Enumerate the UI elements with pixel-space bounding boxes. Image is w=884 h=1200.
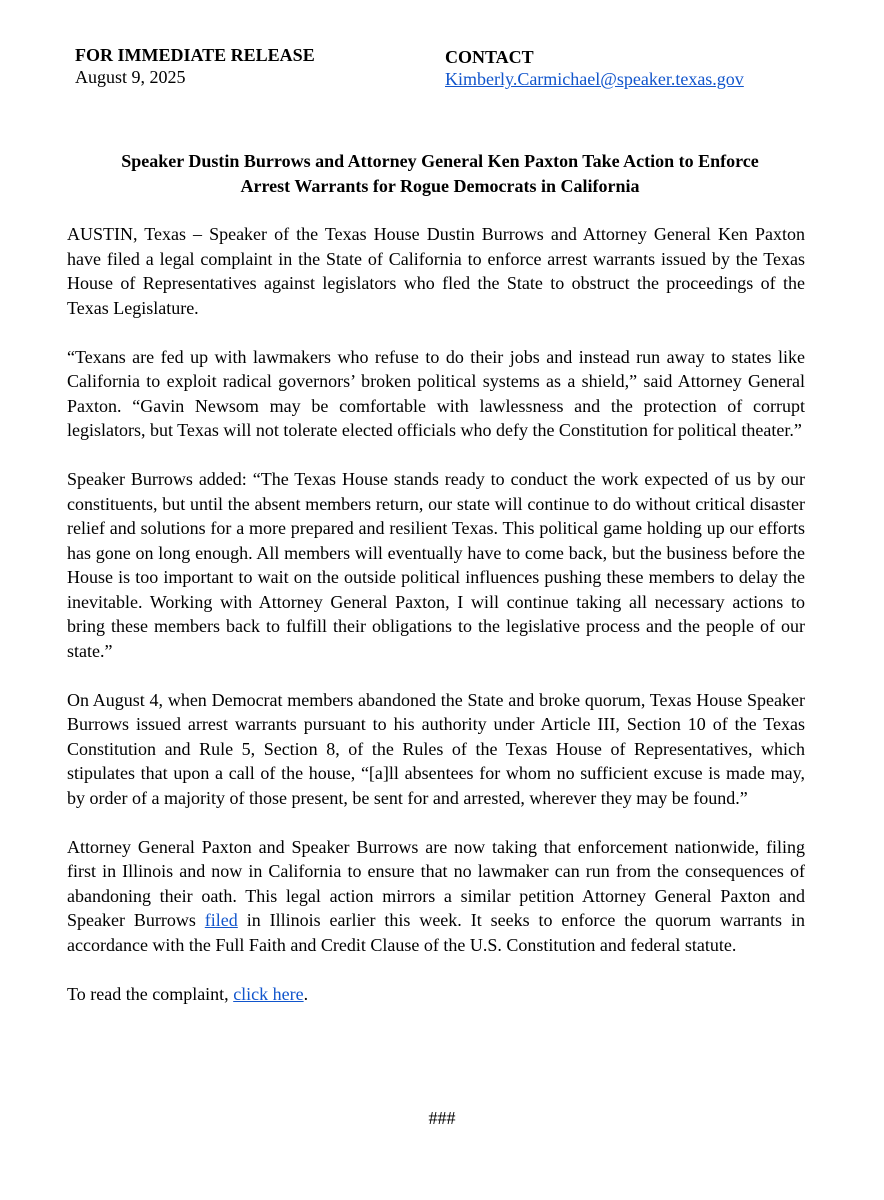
enforcement-text-end: in Illinois earlier this week. It seeks to enforce the quorum warrants in accordance with the Full Faith and Credit Clause of the U.S. Constitution and federal statute. [67, 910, 805, 955]
paragraph-enforcement [67, 835, 805, 958]
release-body [67, 222, 805, 1031]
contact-email-link[interactable]: Kimberly.Carmichael@speaker.texas.gov [445, 69, 744, 89]
headline-line-2: Arrest Warrants for Rogue Democrats in California [240, 176, 640, 196]
complaint-text-start: To read the complaint, [67, 983, 234, 1004]
contact-info [445, 46, 744, 90]
click-here-link[interactable]: click here [233, 983, 304, 1004]
paragraph-burrows-quote: Speaker Burrows added: “The Texas House stands ready to conduct the work expected of us by our constituents, but until the absent members return, our state will continue to do without critical disaster relief and solutions for a more prepared and resilient Texas. This political game holding up our efforts has gone on long enough. All members will eventually have to come back, but the business before the House is too important to wait on the outside political influences pushing these members to delay the inevitable. Working with Attorney General Paxton, I will continue taking all necessary actions to bring these members back to fulfill their obligations to the legislative process and the people of our state.” [67, 469, 805, 661]
release-label: FOR IMMEDIATE RELEASE [75, 45, 315, 65]
paragraph-intro: AUSTIN, Texas – Speaker of the Texas House Dustin Burrows and Attorney General Ken Paxton have filed a legal complaint in the State of California to enforce arrest warrants issued by the Texas House of Representatives against legislators who fled the State to obstruct the proceedings of the Texas Legislature. [67, 224, 805, 318]
paragraph-complaint [67, 982, 805, 1007]
headline-line-1: Speaker Dustin Burrows and Attorney General Ken Paxton Take Action to Enforce [121, 151, 759, 171]
headline [60, 149, 820, 199]
complaint-text-end: . [303, 983, 309, 1004]
filed-link[interactable]: filed [204, 910, 238, 930]
enforcement-text-start: Attorney General Paxton and Speaker Burrows are now taking that enforcement nationwide, filing first in Illinois and now in California to ensure that no lawmaker can run from the consequences of abandoning their oath. This legal action mirrors a similar petition Attorney General Paxton and Speaker Burrows [67, 836, 805, 930]
contact-email-line [445, 68, 744, 90]
paragraph-warrants: On August 4, when Democrat members abandoned the State and broke quorum, Texas House Speaker Burrows issued arrest warrants pursuant to his authority under Article III, Section 10 of the Texas Constitution and Rule 5, Section 8, of the Rules of the Texas House of Representatives, which stipulates that upon a call of the house, “[a]ll absentees for whom no sufficient excuse is made may, by order of a majority of those present, be sent for and arrested, wherever they may be found.” [67, 689, 805, 808]
paragraph-paxton-quote: “Texans are fed up with lawmakers who refuse to do their jobs and instead run away to states like California to exploit radical governors’ broken political systems as a shield,” said Attorney General Paxton. “Gavin Newsom may be comfortable with lawlessness and the protection of corrupt legislators, but Texas will not tolerate elected officials who defy the Constitution for political theater.” [67, 346, 805, 440]
contact-label: CONTACT [445, 47, 534, 67]
release-date: August 9, 2025 [75, 67, 186, 87]
release-info [75, 44, 315, 88]
end-mark: ### [428, 1108, 456, 1128]
